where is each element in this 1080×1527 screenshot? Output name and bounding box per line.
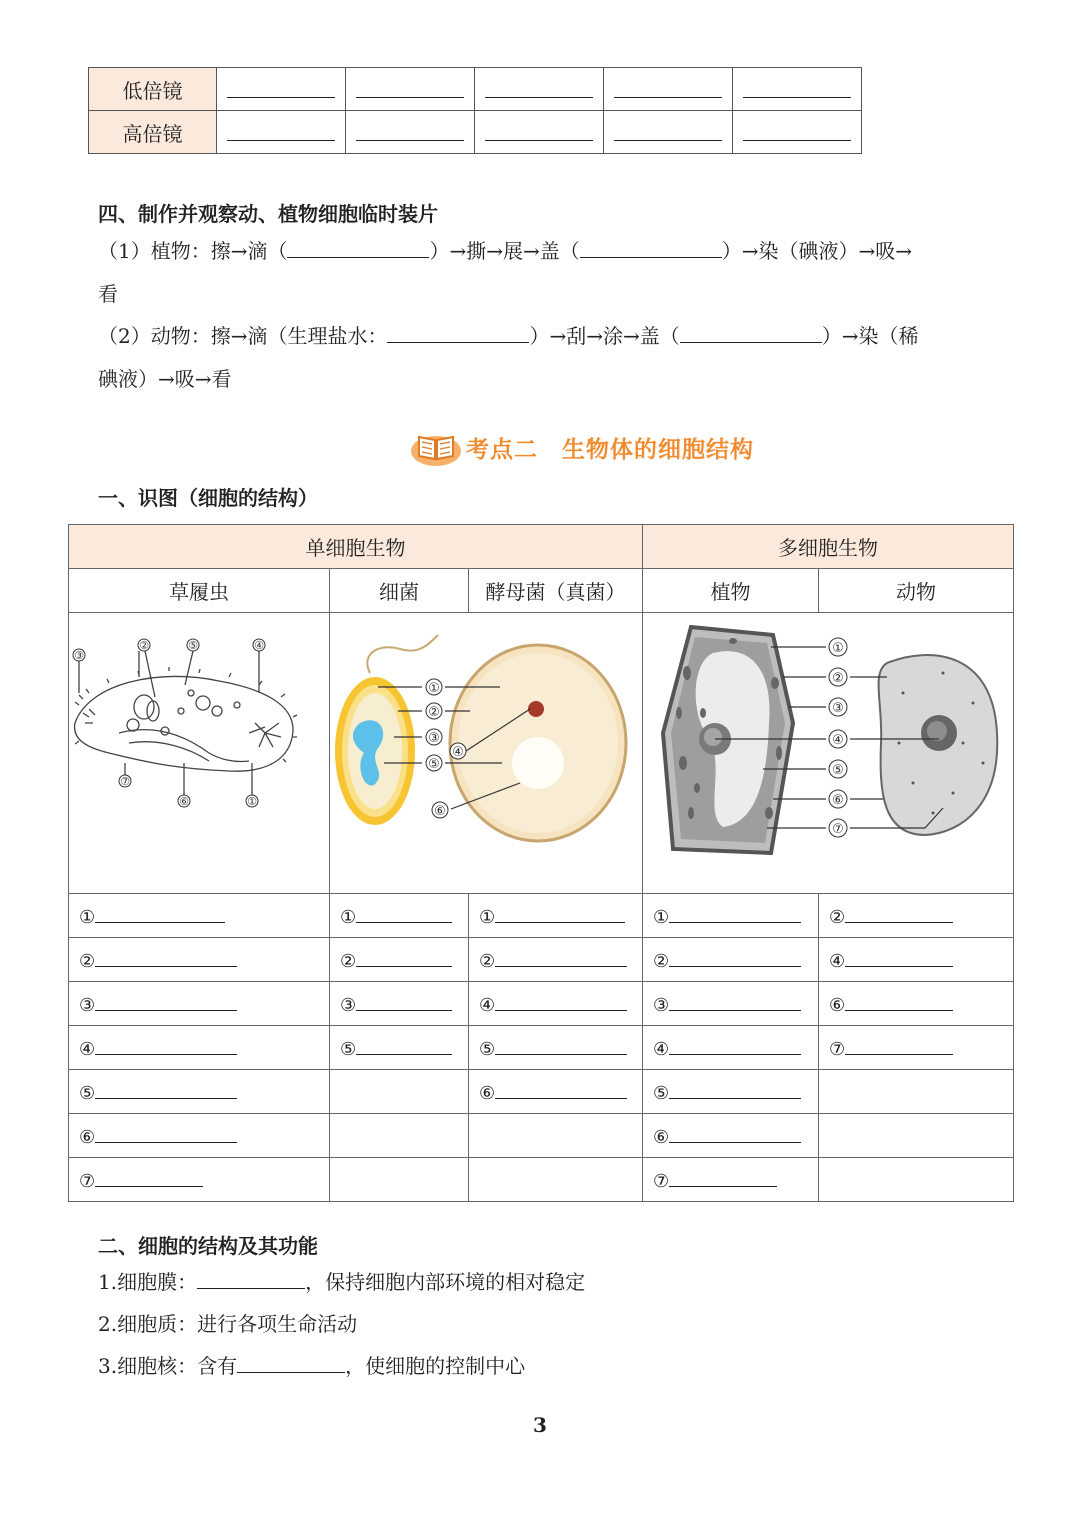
banner-title: 生物体的细胞结构 xyxy=(562,436,754,463)
answer-blank[interactable] xyxy=(495,1036,627,1055)
row-label-high: 高倍镜 xyxy=(89,111,217,154)
membrane-line: 1.细胞膜： ，保持细胞内部环境的相对稳定 xyxy=(98,1266,585,1295)
label-7: ⑦ xyxy=(120,775,130,788)
answer-blank[interactable] xyxy=(95,992,237,1011)
cell-structure-table xyxy=(68,524,1014,1202)
answer-blank[interactable] xyxy=(614,120,722,141)
label-4: ④ xyxy=(254,639,264,652)
col-bacteria: 细菌 xyxy=(330,569,469,613)
col-paramecium: 草履虫 xyxy=(69,569,330,613)
table-row: ⑦ ⑦ xyxy=(69,1158,1014,1202)
answer-blank[interactable] xyxy=(495,992,627,1011)
label-2: ② xyxy=(139,639,149,652)
label-1: ① xyxy=(247,795,257,808)
label-5: ⑤ xyxy=(188,639,198,652)
paramecium-diagram xyxy=(69,613,329,893)
table-row: ③ ③ ④ ③ ⑥ xyxy=(69,982,1014,1026)
answer-blank[interactable] xyxy=(356,948,452,967)
magnification-table xyxy=(88,67,862,154)
answer-blank[interactable] xyxy=(669,1124,801,1143)
table-row xyxy=(89,68,862,111)
table-row xyxy=(69,525,1014,569)
answer-blank[interactable] xyxy=(669,992,801,1011)
table-row xyxy=(69,613,1014,894)
answer-blank[interactable] xyxy=(669,1168,777,1187)
cytoplasm-line: 2.细胞质：进行各项生命活动 xyxy=(98,1312,358,1336)
answer-blank[interactable] xyxy=(580,236,722,258)
answer-blank[interactable] xyxy=(485,77,593,98)
table-row: ⑤ ⑥ ⑤ xyxy=(69,1070,1014,1114)
label-4: ④ xyxy=(452,745,464,760)
answer-blank[interactable] xyxy=(485,120,593,141)
answer-blank[interactable] xyxy=(495,948,627,967)
section4-heading: 四、制作并观察动、植物细胞临时装片 xyxy=(98,202,438,226)
answer-blank[interactable] xyxy=(845,1036,953,1055)
answer-blank[interactable] xyxy=(743,120,851,141)
answer-blank[interactable] xyxy=(495,904,625,923)
table-row: ① ① ① ① ② xyxy=(69,894,1014,938)
answer-blank[interactable] xyxy=(356,77,464,98)
group-single-header: 单细胞生物 xyxy=(69,525,643,569)
answer-blank[interactable] xyxy=(95,948,237,967)
plant-animal-figure-cell xyxy=(643,613,1014,894)
table-row: ② ② ② ② ④ xyxy=(69,938,1014,982)
plant-steps-line-2: 看 xyxy=(98,282,118,306)
answer-blank[interactable] xyxy=(669,904,801,923)
label-7: ⑦ xyxy=(832,822,844,837)
label-3: ③ xyxy=(428,731,440,746)
label-2: ② xyxy=(428,705,440,720)
label-6: ⑥ xyxy=(179,795,189,808)
answer-blank[interactable] xyxy=(95,1168,203,1187)
page-number: 3 xyxy=(533,1413,547,1437)
answer-blank[interactable] xyxy=(287,236,429,258)
answer-blank[interactable] xyxy=(669,948,801,967)
label-2: ② xyxy=(832,671,844,686)
label-3: ③ xyxy=(74,649,84,662)
answer-blank[interactable] xyxy=(614,77,722,98)
plant-animal-diagram xyxy=(643,613,1013,893)
answer-blank[interactable] xyxy=(845,948,953,967)
open-book-icon xyxy=(410,427,462,467)
answer-blank[interactable] xyxy=(680,321,822,343)
animal-steps-line: （2）动物：擦→滴（生理盐水： ）→刮→涂→盖（ ）→染（稀 xyxy=(98,320,919,349)
label-5: ⑤ xyxy=(428,757,440,772)
answer-blank[interactable] xyxy=(356,1036,452,1055)
bacteria-yeast-figure-cell xyxy=(330,613,643,894)
answer-blank[interactable] xyxy=(743,77,851,98)
label-3: ③ xyxy=(832,701,844,716)
row-label-low: 低倍镜 xyxy=(89,68,217,111)
answer-blank[interactable] xyxy=(356,992,452,1011)
answer-blank[interactable] xyxy=(237,1351,345,1373)
section1-heading: 一、识图（细胞的结构） xyxy=(98,486,318,510)
answer-blank[interactable] xyxy=(387,321,529,343)
answer-blank[interactable] xyxy=(845,992,953,1011)
answer-blank[interactable] xyxy=(356,904,452,923)
answer-blank[interactable] xyxy=(197,1267,305,1289)
label-6: ⑥ xyxy=(832,793,844,808)
bacteria-yeast-diagram xyxy=(330,613,642,893)
nucleus-line: 3.细胞核：含有 ，使细胞的控制中心 xyxy=(98,1350,525,1379)
answer-blank[interactable] xyxy=(95,1036,237,1055)
table-row: ⑥ ⑥ xyxy=(69,1114,1014,1158)
answer-blank[interactable] xyxy=(227,120,335,141)
paramecium-figure-cell xyxy=(69,613,330,894)
label-1: ① xyxy=(428,681,440,696)
label-4: ④ xyxy=(832,733,844,748)
col-yeast: 酵母菌（真菌） xyxy=(469,569,643,613)
answer-blank[interactable] xyxy=(95,904,225,923)
table-row: ④ ⑤ ⑤ ④ ⑦ xyxy=(69,1026,1014,1070)
animal-steps-line-2: 碘液）→吸→看 xyxy=(98,367,232,391)
label-1: ① xyxy=(832,641,844,656)
answer-blank[interactable] xyxy=(845,904,953,923)
answer-blank[interactable] xyxy=(495,1080,627,1099)
col-animal: 动物 xyxy=(819,569,1014,613)
label-6: ⑥ xyxy=(434,804,446,819)
banner-label: 考点二 xyxy=(466,436,538,463)
answer-blank[interactable] xyxy=(95,1080,237,1099)
table-row xyxy=(69,569,1014,613)
answer-blank[interactable] xyxy=(669,1080,801,1099)
topic-banner xyxy=(410,425,754,469)
label-5: ⑤ xyxy=(832,763,844,778)
table-row xyxy=(89,111,862,154)
plant-steps-line: （1）植物：擦→滴（ ）→撕→展→盖（ ）→染（碘液）→吸→ xyxy=(98,235,912,264)
answer-blank[interactable] xyxy=(669,1036,801,1055)
group-multi-header: 多细胞生物 xyxy=(643,525,1014,569)
section2-heading: 二、细胞的结构及其功能 xyxy=(98,1234,318,1258)
col-plant: 植物 xyxy=(643,569,819,613)
answer-blank[interactable] xyxy=(95,1124,237,1143)
answer-blank[interactable] xyxy=(227,77,335,98)
answer-blank[interactable] xyxy=(356,120,464,141)
